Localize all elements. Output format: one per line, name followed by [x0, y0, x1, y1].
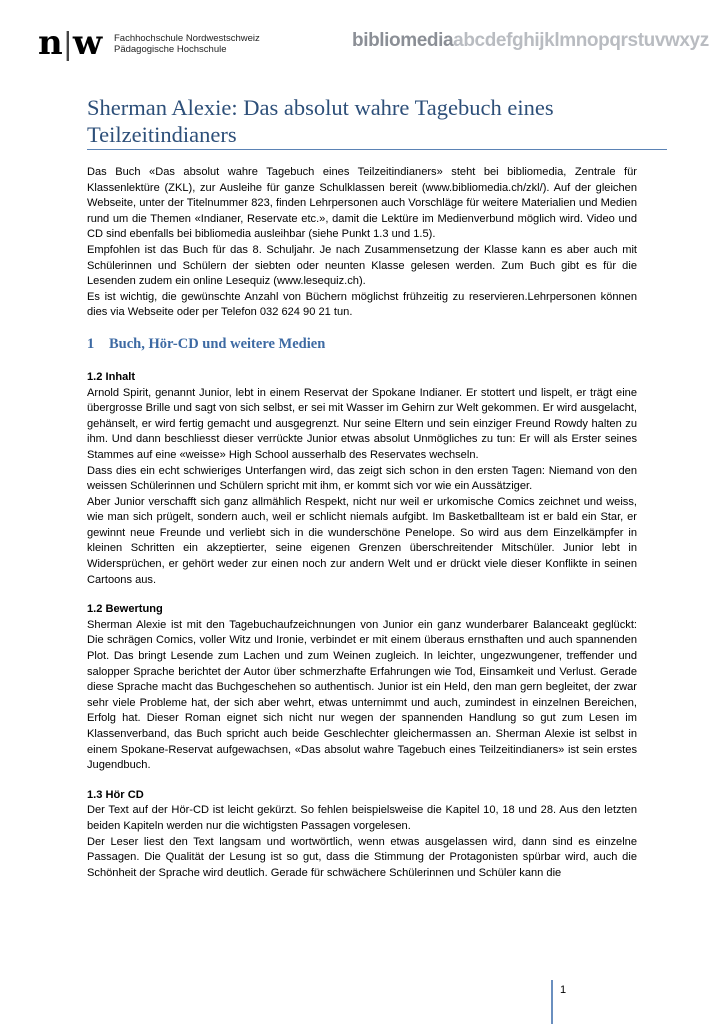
inhalt-paragraph: Aber Junior verschafft sich ganz allmählich Respekt, nicht nur weil er urkomische Comics zeichnet und weiss, wie man sich prügelt, sondern auch, weil er schlicht niemals aufgibt. Im Basketballteam ist er bald ein Star, er gewinnt neue Freunde und verliebt sich in die wunderschöne Penelope. So wird aus dem Einzelkämpfer in kleinen Schritten ein akzeptierter, seine eigenen Grenzen überschreitender Mitschüler. Junior lebt in Widersprüchen, er gehört weder zur einen noch zur andern Welt und er drückt viele dieser Konflikte in seinen Cartoons aus.: [87, 495, 637, 586]
subsection-heading-hoercd: 1.3 Hör CD: [87, 788, 144, 801]
hoercd-paragraph: Der Text auf der Hör-CD ist leicht gekürzt. So fehlen beispielsweise die Kapitel 10, 18 und 28. Aus den letzten beiden Kapiteln werden nur die wichtigsten Passagen vorgelesen.: [87, 804, 637, 832]
logo-letter-w: w: [72, 23, 102, 63]
inhalt-paragraph: Arnold Spirit, genannt Junior, lebt in einem Reservat der Spokane Indianer. Er stottert und lispelt, er trägt eine übergrosse Brille und sagt von sich selbst, er sei mit Wasser im Gehirn zur Welt gekommen. Er wird ausgelacht, gehänselt, er wird fertig gemacht und ausgegrenzt. Nur seine Eltern und sein einziger Freund Rowdy halten zu ihm. Und dann beschliesst dieser verrückte Junior etwas absolut Unmögliches zu tun: Er will als Erster seines Stammes auf eine «weisse» High School ausserhalb des Reservates wechseln.: [87, 386, 637, 461]
page-header: [0, 0, 725, 80]
bibliomedia-alphabet: abcdefghijklmnopqrstuvwxyz: [453, 30, 709, 51]
document-title: Sherman Alexie: Das absolut wahre Tagebuch eines Teilzeitindianers: [87, 95, 554, 147]
fhnw-logo: [38, 23, 102, 63]
intro-paragraph: Empfohlen ist das Buch für das 8. Schuljahr. Je nach Zusammensetzung der Klasse kann es aber auch mit Schülerinnen und Schülern der siebten oder neunten Klasse gelesen werden. Zum Buch gibt es für die Lesenden zudem ein online Lesequiz (www.lesequiz.ch).: [87, 243, 637, 288]
school-line-2: Pädagogische Hochschule: [114, 44, 227, 55]
hoercd-paragraph: Der Leser liest den Text langsam und wortwörtlich, wenn etwas ausgelassen wird, dann sind es einzelne Passagen. Die Qualität der Lesung ist so gut, dass die Stimmung der Protagonisten spürbar wird, auch die Schönheit der Sprache wird deutlich. Gerade für schwächere Schülerinnen und Schüler kann die: [87, 835, 637, 879]
school-name: [114, 33, 260, 55]
logo-separator: |: [62, 27, 72, 62]
subsection-heading-bewertung: 1.2 Bewertung: [87, 603, 163, 616]
inhalt-paragraph: Dass dies ein echt schwieriges Unterfangen wird, das zeigt sich schon in den ersten Tagen: Niemand von den weissen Schülerinnen und Schülern spricht mit ihm, er kommt sich vor wie ein Aussätziger.: [87, 464, 637, 493]
section-title: Buch, Hör-CD und weitere Medien: [109, 335, 326, 352]
bibliomedia-logo: [352, 30, 709, 52]
subsection-heading-inhalt: 1.2 Inhalt: [87, 370, 136, 383]
section-heading: [87, 335, 637, 353]
intro-paragraph: Es ist wichtig, die gewünschte Anzahl von Büchern möglichst frühzeitig zu reservieren.Lehrpersonen können dies via Webseite oder per Telefon 032 624 90 21 tun.: [87, 290, 637, 319]
title-divider: [87, 149, 667, 150]
document-body: [87, 165, 637, 881]
page-number: 1: [560, 984, 567, 996]
bewertung-paragraph: Sherman Alexie ist mit den Tagebuchaufzeichnungen von Junior ein ganz wunderbarer Balanceakt geglückt: Die schrägen Comics, voller Witz und Ironie, verbindet er mit einem überaus ernsthaften und auch spannenden Plot. Das bringt Lesende zum Lachen und zum Weinen zugleich. In leichter, ungezwungener, treffender und salopper Sprache berichtet der Autor über schmerzhafte Erfahrungen wie Tod, Einsamkeit und Verlust. Gerade diese Sprache macht das Buchgeschehen so authentisch. Junior ist ein Held, den man gern begleitet, der zwar sehr viele Probleme hat, der sich aber wehrt, etwas unternimmt und auch, zumindest in einzelnen Bereichen, Erfolg hat. Dieser Roman eignet sich nicht nur wegen der spannenden Handlung so gut zum Lesen im Klassenverband, das Buch spricht auch beide Geschlechter gleichermassen an. Sherman Alexie ist selbst in einem Spokane-Reservat aufgewachsen, «Das absolut wahre Tagebuch eines Teilzeitindianers» ist sein erstes Jugendbuch.: [87, 618, 637, 772]
intro-paragraph: Das Buch «Das absolut wahre Tagebuch eines Teilzeitindianers» steht bei bibliomedia, Zentrale für Klassenlektüre (ZKL), zur Ausleihe für ganze Schulklassen bereit (www.bibliomedia.ch/zkl/). Auf der gleichen Webseite, unter der Titelnummer 823, finden Lehrpersonen auch Vorschläge für weitere Materialien und Medien rund um die Themen «Indianer, Reservate etc.», damit die Lektüre im Medienverbund möglich wird. Video und CD sind ebenfalls bei bibliomedia ausleihbar (siehe Punkt 1.3 und 1.5).: [87, 166, 637, 241]
bibliomedia-brand: bibliomedia: [352, 30, 454, 51]
section-number: 1: [87, 335, 95, 352]
page-number-bar: [551, 980, 553, 1024]
school-line-1: Fachhochschule Nordwestschweiz: [114, 33, 260, 44]
logo-letter-n: n: [38, 23, 62, 63]
